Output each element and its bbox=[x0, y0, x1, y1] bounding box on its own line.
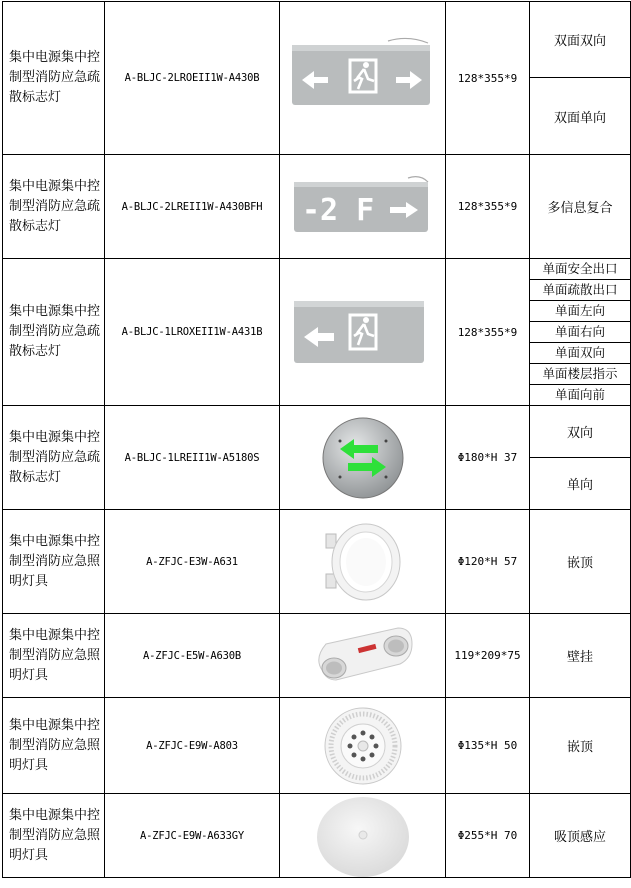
product-type: 单面疏散出口 bbox=[530, 280, 631, 301]
product-model: A-ZFJC-E9W-A633GY bbox=[105, 794, 280, 878]
wall-light-image bbox=[280, 614, 446, 698]
product-name: 集中电源集中控制型消防应急照明灯具 bbox=[3, 614, 105, 698]
round-sign-image bbox=[280, 406, 446, 510]
product-model: A-ZFJC-E9W-A803 bbox=[105, 698, 280, 794]
exit-sign-image bbox=[280, 259, 446, 406]
table-row bbox=[3, 155, 631, 259]
product-type: 单面安全出口 bbox=[530, 259, 631, 280]
product-name: 集中电源集中控制型消防应急照明灯具 bbox=[3, 794, 105, 878]
product-type: 单向 bbox=[530, 458, 631, 510]
product-name: 集中电源集中控制型消防应急疏散标志灯 bbox=[3, 259, 105, 406]
product-model: A-BLJC-1LREII1W-A5180S bbox=[105, 406, 280, 510]
floor-sign-image bbox=[280, 155, 446, 259]
product-type: 嵌顶 bbox=[530, 510, 631, 614]
product-type: 双面双向 bbox=[530, 2, 631, 78]
downlight-image bbox=[280, 510, 446, 614]
product-table bbox=[2, 1, 631, 878]
product-model: A-BLJC-2LROEII1W-A430B bbox=[105, 2, 280, 155]
table-row bbox=[3, 406, 631, 458]
product-type: 嵌顶 bbox=[530, 698, 631, 794]
product-model: A-ZFJC-E3W-A631 bbox=[105, 510, 280, 614]
svg-text:-2 F: -2 F bbox=[301, 192, 374, 228]
sensor-ceiling-light-icon bbox=[313, 795, 413, 877]
sensor-light-image bbox=[280, 794, 446, 878]
downlight-icon bbox=[318, 514, 408, 610]
product-size: Φ135*H 50 bbox=[446, 698, 530, 794]
twin-head-wall-light-icon bbox=[308, 618, 418, 694]
product-model: A-BLJC-1LROXEII1W-A431B bbox=[105, 259, 280, 406]
product-type: 单面右向 bbox=[530, 322, 631, 343]
product-type: 双面单向 bbox=[530, 78, 631, 155]
product-type: 单面双向 bbox=[530, 343, 631, 364]
product-model: A-BLJC-2LREII1W-A430BFH bbox=[105, 155, 280, 259]
product-size: 119*209*75 bbox=[446, 614, 530, 698]
table-row bbox=[3, 510, 631, 614]
table-row bbox=[3, 614, 631, 698]
table-row bbox=[3, 698, 631, 794]
product-type: 双向 bbox=[530, 406, 631, 458]
product-model: A-ZFJC-E5W-A630B bbox=[105, 614, 280, 698]
product-size: Φ180*H 37 bbox=[446, 406, 530, 510]
exit-sign-image bbox=[280, 2, 446, 155]
product-type: 吸顶感应 bbox=[530, 794, 631, 878]
product-size: Φ120*H 57 bbox=[446, 510, 530, 614]
product-name: 集中电源集中控制型消防应急疏散标志灯 bbox=[3, 155, 105, 259]
ceiling-led-light-icon bbox=[318, 701, 408, 791]
product-name: 集中电源集中控制型消防应急疏散标志灯 bbox=[3, 406, 105, 510]
table-row bbox=[3, 794, 631, 878]
product-name: 集中电源集中控制型消防应急照明灯具 bbox=[3, 698, 105, 794]
product-name: 集中电源集中控制型消防应急照明灯具 bbox=[3, 510, 105, 614]
table-row bbox=[3, 2, 631, 78]
floor-sign-2f-icon bbox=[288, 172, 438, 242]
exit-sign-left-arrow-icon bbox=[288, 287, 438, 377]
product-name: 集中电源集中控制型消防应急疏散标志灯 bbox=[3, 2, 105, 155]
product-type: 单面楼层指示 bbox=[530, 364, 631, 385]
product-size: 128*355*9 bbox=[446, 259, 530, 406]
exit-sign-double-arrow-icon bbox=[288, 33, 438, 123]
product-type: 单面左向 bbox=[530, 301, 631, 322]
product-type: 壁挂 bbox=[530, 614, 631, 698]
ceiling-light-image bbox=[280, 698, 446, 794]
product-size: 128*355*9 bbox=[446, 2, 530, 155]
product-type: 多信息复合 bbox=[530, 155, 631, 259]
product-type: 单面向前 bbox=[530, 385, 631, 406]
product-size: 128*355*9 bbox=[446, 155, 530, 259]
round-floor-sign-icon bbox=[318, 413, 408, 503]
product-size: Φ255*H 70 bbox=[446, 794, 530, 878]
table-row bbox=[3, 259, 631, 280]
